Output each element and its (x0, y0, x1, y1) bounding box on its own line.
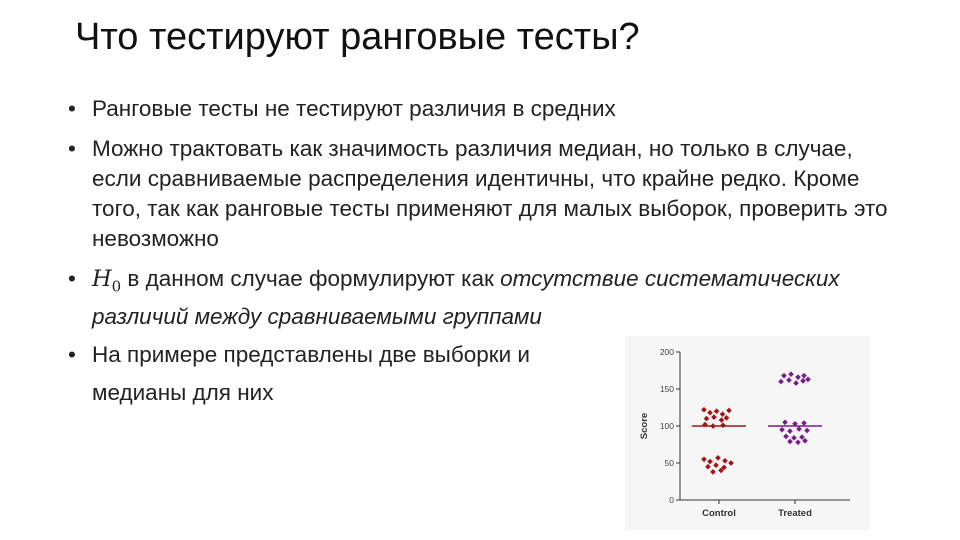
y-tick-label: 150 (659, 384, 674, 394)
bullet-marker: • (68, 136, 76, 161)
data-point (783, 434, 789, 440)
bullet-2 (68, 134, 892, 254)
data-point (791, 435, 797, 441)
bullet-4-line-1: На примере представлены две выборки и (92, 342, 530, 367)
bullet-marker: • (68, 266, 76, 291)
data-point (707, 459, 713, 465)
data-point (728, 460, 734, 466)
data-point (781, 373, 787, 379)
data-point (724, 415, 730, 421)
data-point (722, 458, 728, 464)
data-point (719, 417, 725, 423)
data-point (779, 427, 785, 433)
data-point (710, 469, 716, 475)
data-point (711, 414, 717, 420)
data-point (707, 410, 713, 416)
x-tick-label: Control (702, 508, 736, 519)
data-point (786, 377, 792, 383)
data-point (701, 456, 707, 462)
bullet-3-text: в данном случае формулируют как (121, 266, 501, 291)
data-point (800, 378, 806, 384)
data-point (726, 408, 732, 414)
data-point (782, 419, 788, 425)
data-point (715, 455, 721, 461)
bullet-4 (68, 336, 612, 412)
data-point (805, 377, 811, 383)
data-point (720, 411, 726, 417)
y-axis-label: Score (639, 412, 650, 440)
data-point (787, 428, 793, 434)
data-point (704, 416, 710, 422)
bullet-1-text: Ранговые тесты не тестируют различия в средних (92, 96, 616, 121)
data-point (795, 374, 801, 380)
bullet-marker: • (68, 96, 76, 121)
data-point (793, 380, 799, 386)
data-point (804, 428, 810, 434)
y-tick-label: 50 (664, 458, 674, 468)
data-point (796, 426, 802, 432)
y-tick-label: 200 (659, 347, 674, 357)
scatter-chart (625, 336, 870, 530)
data-point (714, 408, 720, 414)
bullet-1 (68, 94, 616, 124)
slide-title: Что тестируют ранговые тесты? (75, 16, 640, 58)
data-point (701, 407, 707, 413)
data-point (713, 462, 719, 468)
y-tick-label: 100 (659, 421, 674, 431)
y-tick-label: 0 (669, 495, 674, 505)
bullet-3 (68, 264, 872, 332)
data-point (705, 464, 711, 470)
h0-subscript: 0 (111, 277, 122, 296)
data-point (801, 420, 807, 426)
bullet-3-italic-text: отсутствие систематических различий между сравниваемыми группами (92, 266, 840, 329)
bullet-4-line-2: медианы для них (92, 380, 274, 405)
data-point (788, 371, 794, 377)
bullet-2-text: Можно трактовать как значимость различия медиан, но только в случае, если сравниваемые распределения идентичны, что крайне редко. Кроме того, так как ранговые тесты применяют для малых выборок, проверить это невозможно (92, 136, 888, 251)
data-point (778, 379, 784, 385)
bullet-marker: • (68, 342, 76, 367)
data-point (795, 439, 801, 445)
chart-svg (625, 336, 870, 530)
x-tick-label: Treated (778, 508, 812, 519)
data-point (787, 439, 793, 445)
h0-symbol: $H_0$ (92, 266, 122, 296)
data-point (801, 373, 807, 379)
